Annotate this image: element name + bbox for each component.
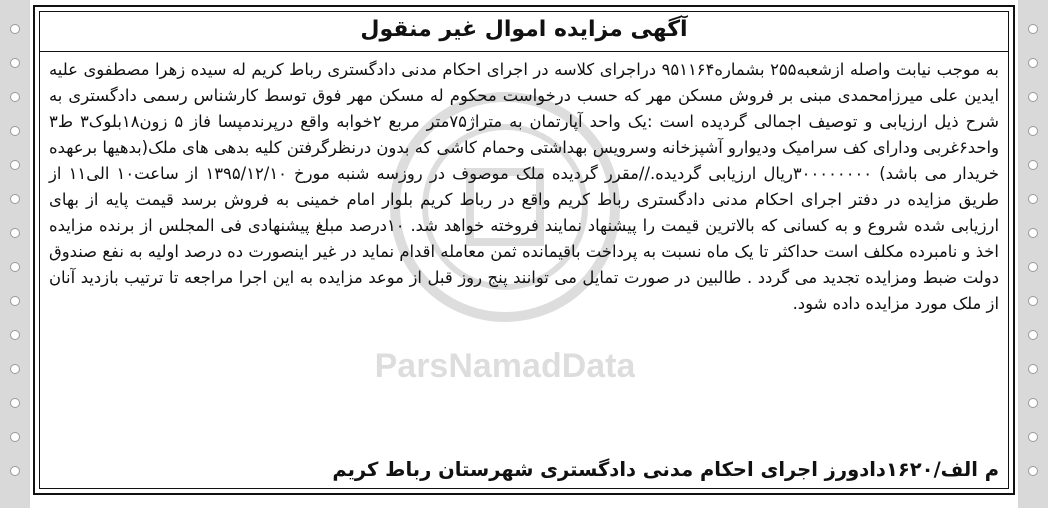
perforation-hole [1028, 24, 1038, 34]
title-divider [39, 51, 1009, 52]
notice-title: آگهی مزایده اموال غیر منقول [360, 17, 688, 42]
perforation-hole [10, 228, 20, 238]
perforation-hole [10, 330, 20, 340]
watermark-text: ParsNamadData [375, 347, 635, 385]
perforation-hole [10, 364, 20, 374]
perforation-hole [1028, 296, 1038, 306]
perforation-hole [1028, 160, 1038, 170]
perforation-hole [10, 262, 20, 272]
perforation-hole [1028, 262, 1038, 272]
perforation-hole [10, 432, 20, 442]
perforation-hole [10, 160, 20, 170]
perforation-hole [10, 194, 20, 204]
perforation-hole [10, 126, 20, 136]
perforation-hole [1028, 330, 1038, 340]
notice-signature: م الف/۱۶۲۰دادورز اجرای احکام مدنی دادگستری شهرستان رباط کریم [332, 458, 999, 481]
perforation-hole [10, 296, 20, 306]
perforation-hole [1028, 194, 1038, 204]
perforation-hole [10, 398, 20, 408]
perforation-hole [1028, 58, 1038, 68]
perforation-hole [1028, 92, 1038, 102]
perforation-hole [1028, 432, 1038, 442]
perforation-hole [1028, 364, 1038, 374]
perforation-hole [10, 92, 20, 102]
notice-body: به موجب نیابت واصله ازشعبه۲۵۵ بشماره۹۵۱۱۶۴ دراجرای کلاسه در اجرای احکام مدنی دادگستری رباط کریم له سیده زهرا مصطفوی علیه ایدین علی میرزامحمدی مبنی بر فروش مسکن مهر که حسب درخواست محکوم له مسکن مهر فوق توسط کارشناس رسمی دادگستری به شرح ذیل ارزیابی و توصیف اجمالی گردیده است :یک واحد آپارتمان به متراژ۷۵متر مربع ۲خوابه واقع درپرندمپسا فاز ۵ زون۱۸بلوک۳ ط۳ واحد۶غربی ودارای کف سرامیک ودیوارو آشپزخانه وسرویس بهداشتی وحمام کاشی که بدون درنظرگرفتن کلیه بدهی های ملک(بدهیها برعهده خریدار می باشد) ۳۰۰۰۰۰۰۰۰ریال ارزیابی گردیده.//مقرر گردیده ملک موصوف در روزسه شنبه مورخ ۱۳۹۵/۱۲/۱۰ از ساعت۱۰ الی۱۱ از طریق مزایده در دفتر اجرای احکام مدنی دادگستری رباط کریم واقع در رباط کریم بلوار امام خمینی به فروش برسد قیمت پایه از بهای ارزیابی شده شروع و به کسانی که بالاترین قیمت را پیشنهاد نمایند فروخته خواهد شد. ۱۰درصد مبلغ پیشنهادی فی المجلس از برنده مزایده اخذ و نامبرده مکلف است حداکثر تا یک ماه نسبت به پرداخت باقیمانده ثمن معامله اقدام نماید در غیر اینصورت ده درصد اولیه به نفع صندوق دولت ضبط ومزایده تجدید می گردد . طالبین در صورت تمایل می توانند پنج روز قبل از موعد مزایده به این اجرا مراجعه تا ترتیب بازدید آنان از ملک مورد مزایده داده شود. [49, 60, 999, 313]
left-perforated-margin [0, 0, 30, 508]
perforation-hole [10, 24, 20, 34]
notice-box [33, 5, 1015, 495]
perforation-hole [1028, 228, 1038, 238]
perforation-hole [10, 466, 20, 476]
perforation-hole [1028, 126, 1038, 136]
perforation-hole [1028, 466, 1038, 476]
perforation-hole [10, 58, 20, 68]
right-perforated-margin [1018, 0, 1048, 508]
perforation-hole [1028, 398, 1038, 408]
